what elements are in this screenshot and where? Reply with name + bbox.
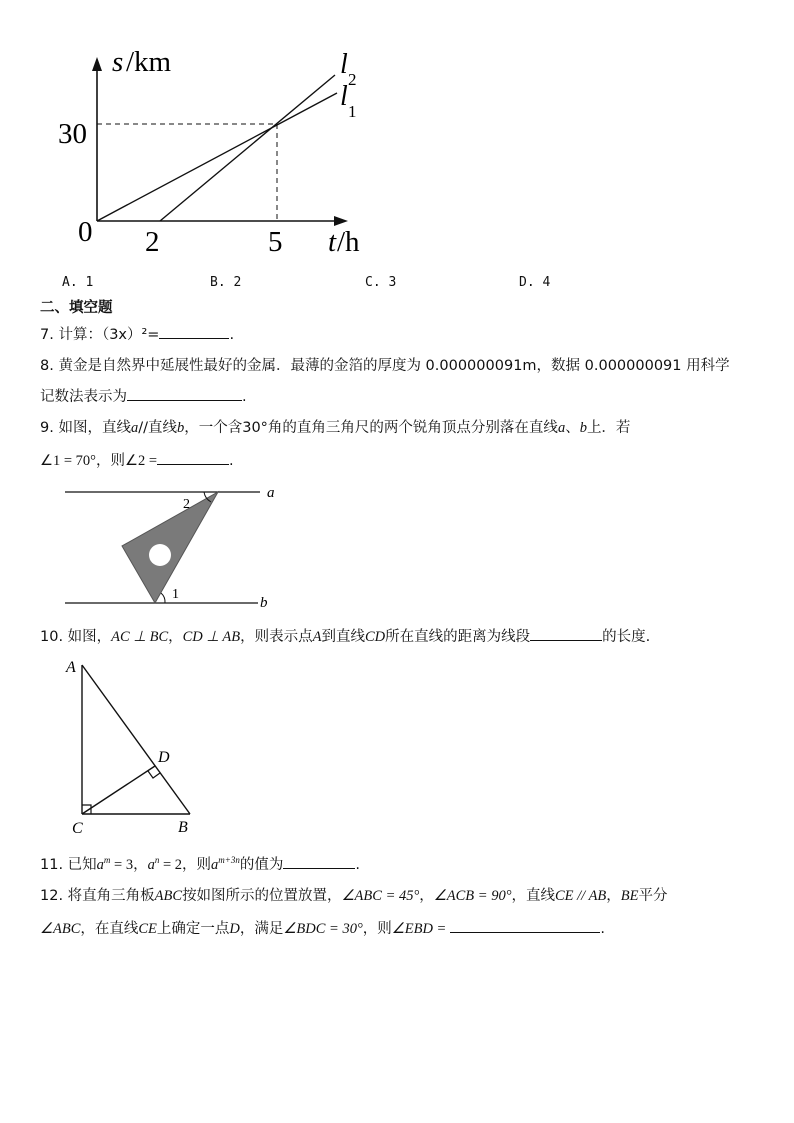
question-7-text: 7. 计算：（3x）²=: [40, 327, 160, 343]
question-9-line1: [40, 418, 630, 438]
question-8-end: .: [242, 389, 247, 405]
q12-point-d: D: [229, 921, 240, 937]
q12-text-a: 12. 将直角三角板: [40, 888, 155, 904]
question-8-line2-text: 记数法表示为: [40, 389, 127, 405]
x-tick-2: 2: [145, 226, 160, 258]
q9-figure: [60, 482, 290, 612]
answer-blank-11[interactable]: [283, 854, 355, 869]
q10-text-j: 的长度.: [602, 629, 651, 645]
line2-label: l: [340, 49, 348, 80]
label-a: a: [267, 485, 275, 501]
q9-text-e: ，则: [95, 453, 125, 469]
q12-ce-parallel-ab: CE // AB: [555, 888, 607, 904]
q11-a-n: $a^n$: [147, 855, 160, 873]
q12-ce: CE: [138, 921, 157, 937]
q11-sup-m: m: [103, 855, 111, 865]
q9-sep: 、: [565, 420, 580, 436]
question-8-line2: [40, 386, 247, 407]
option-b: B. 2: [210, 275, 242, 290]
q9-text-b: //直线: [138, 420, 177, 436]
label-C: C: [72, 820, 83, 837]
question-7-end: .: [229, 327, 235, 343]
q10-ac-perp-bc: AC ⊥ BC: [111, 629, 169, 645]
q12-text-k: 平分: [638, 888, 668, 904]
q10-text-e: ，则表示点: [240, 629, 313, 645]
q9-text-a: 9. 如图，直线: [40, 420, 131, 436]
q12-angle-abc-2: ∠ABC: [40, 921, 81, 937]
x-axis-arrow: [334, 216, 348, 226]
right-angle-d: [148, 771, 160, 778]
q11-end: .: [355, 856, 360, 873]
q12-text-e: ，: [419, 888, 434, 904]
y-tick-30: 30: [58, 118, 87, 150]
q12-text-l2h: ，则: [362, 921, 392, 937]
q12-text-l2f: ，满足: [239, 921, 284, 937]
q12-text-l2b: ，在直线: [80, 921, 139, 937]
answer-blank-7[interactable]: [159, 324, 229, 339]
answer-blank-9[interactable]: [157, 450, 229, 465]
x-tick-5: 5: [268, 226, 283, 258]
question-11: [40, 850, 360, 875]
q9-var-a: a: [130, 420, 139, 436]
y-label-unit: /km: [126, 46, 172, 78]
q12-text-l2d: 上确定一点: [156, 921, 230, 937]
x-label-t: t: [328, 226, 337, 258]
q10-cd-perp-ab: CD ⊥ AB: [182, 629, 241, 645]
q12-be: BE: [620, 888, 639, 904]
angle-1-arc: [161, 593, 165, 603]
q10-text-g: 到直线: [321, 629, 365, 645]
q12-angle-acb: ∠ACB = 90°: [433, 888, 512, 904]
q10-text-c: ，: [168, 629, 183, 645]
y-axis-arrow: [92, 57, 102, 71]
q9-text-d: 上．若: [586, 420, 631, 436]
q11-eq2: = 2，则: [159, 856, 212, 873]
q9-end: .: [229, 453, 234, 469]
question-8-line1: 8. 黄金是自然界中延展性最好的金属．最薄的金箔的厚度为 0.000000091m，数据 0.000000091 用科学: [40, 358, 730, 374]
q12-angle-ebd: ∠EBD =: [391, 921, 447, 937]
label-B: B: [178, 819, 188, 836]
side-ab: [82, 665, 190, 814]
segment-cd: [82, 766, 155, 814]
label-b: b: [260, 595, 268, 611]
q12-abc: ABC: [154, 888, 183, 904]
q9-angle1: ∠1 = 70°: [40, 453, 96, 469]
question-12-line2: [40, 918, 605, 939]
q11-a-m3n: $a^{m+3n}$: [211, 855, 240, 873]
answer-blank-12[interactable]: [450, 918, 600, 933]
question-12-line1: [40, 886, 668, 906]
line-l1: [97, 93, 337, 221]
q9-angle2: ∠2 =: [124, 453, 158, 469]
q9-var-a2: a: [557, 420, 566, 436]
q12-angle-bdc: ∠BDC = 30°: [283, 921, 363, 937]
line1-label: l: [340, 81, 348, 112]
q9-var-b: b: [176, 420, 185, 436]
label-A: A: [66, 659, 76, 676]
question-7: [40, 324, 234, 345]
q9-var-b2: b: [579, 420, 587, 436]
q11-sup-m3n: m+3n: [218, 855, 240, 865]
q10-text-a: 10. 如图，: [40, 629, 112, 645]
answer-blank-8[interactable]: [127, 386, 242, 401]
distance-time-graph: [50, 45, 380, 260]
q11-sup-n: n: [154, 855, 160, 865]
question-9-line2: [40, 450, 234, 471]
q11-text-g: 的值为: [239, 856, 284, 873]
y-label-s: s: [112, 46, 124, 78]
q10-point-a: A: [312, 629, 322, 645]
label-D: D: [158, 749, 170, 766]
x-label-unit: /h: [337, 226, 360, 258]
option-d: D. 4: [519, 275, 551, 290]
q10-figure: [60, 655, 210, 840]
ruler-hole: [149, 544, 171, 566]
answer-blank-10[interactable]: [530, 626, 602, 641]
origin-label: 0: [78, 216, 93, 248]
line-l2: [160, 75, 335, 221]
q12-text-g: ，直线: [511, 888, 555, 904]
q11-eq1: = 3，: [110, 856, 148, 873]
q11-a-m: $a^m$: [96, 855, 111, 873]
q12-text-i: ，: [606, 888, 621, 904]
section-title: 二、填空题: [40, 300, 113, 316]
q10-text-i: 所在直线的距离为线段: [385, 629, 531, 645]
label-angle-2: 2: [183, 497, 190, 512]
q12-angle-abc: ∠ABC = 45°: [341, 888, 420, 904]
line1-subscript: 1: [348, 102, 357, 121]
label-angle-1: 1: [172, 587, 179, 602]
line2-subscript: 2: [348, 70, 357, 89]
q12-end: .: [600, 921, 605, 937]
q11-text-a: 11. 已知: [40, 856, 97, 873]
q10-line-cd: CD: [364, 629, 386, 645]
question-10: [40, 626, 650, 647]
option-c: C. 3: [365, 275, 397, 290]
q9-text-c: ，一个含30°角的直角三角尺的两个锐角顶点分别落在直线: [184, 420, 558, 436]
q12-text-c: 按如图所示的位置放置，: [182, 888, 342, 904]
triangle-ruler: [122, 492, 218, 603]
option-a: A. 1: [62, 275, 94, 290]
